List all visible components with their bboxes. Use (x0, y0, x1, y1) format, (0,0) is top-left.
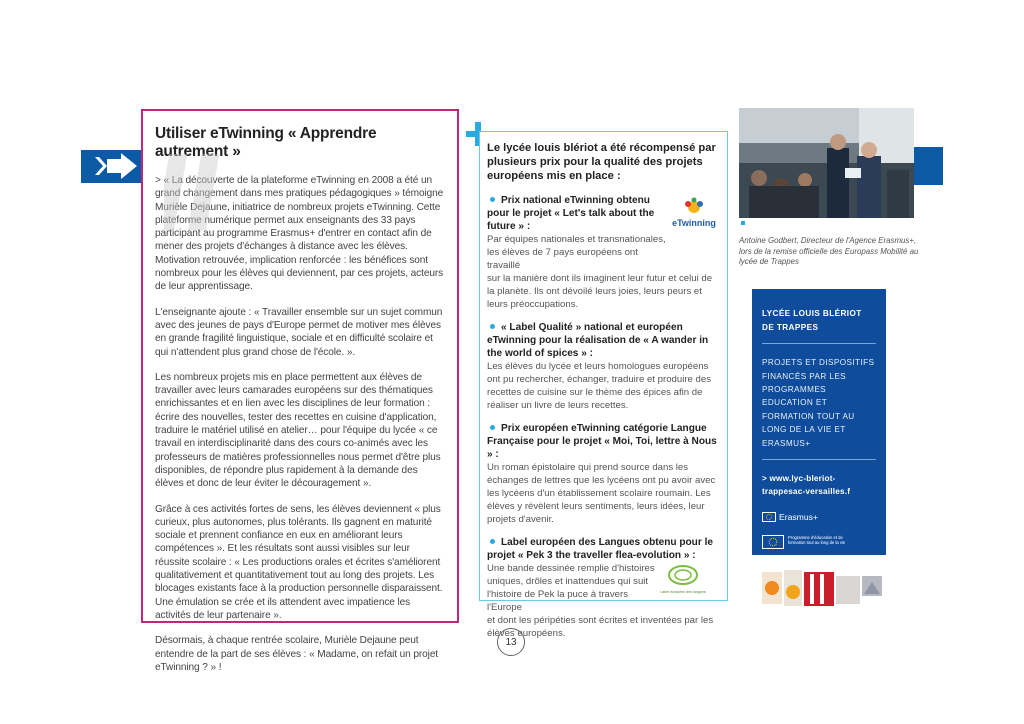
article-paragraph: Les nombreux projets mis en place permettent aux élèves de travailler avec leurs camarades européens sur des thématiques enrichissantes et en lien avec les disciplines de leur formation : écrire des nouvelles, tester des recettes en cuisine d'application, traduire le matériel utilisé en atelier… pour l'équipe du lycée « ce travail en interdisciplinarité dans des cours co-animés avec les professeurs de matières professionnelles nous permet d'être plus disponibles, de répondre plus rapidement à la demande des élèves et donc de leur éviter le découragement ». (155, 371, 441, 490)
svg-text:Label européen des langues: Label européen des langues (660, 590, 706, 594)
bullet-icon (490, 425, 495, 430)
prizes-intro: Le lycée louis blériot a été récompensé par plusieurs prix pour la qualité des projets européens mis en place : (487, 142, 716, 182)
prize-title: « Label Qualité » national et européen eTwinning pour la réalisation de « A wander in the world of spices » : (487, 322, 709, 359)
label-langues-logo-icon (659, 562, 707, 596)
prize-item (487, 422, 721, 526)
prize-text: Un roman épistolaire qui prend source dans les échanges de lettres que les lycéens ont pu avoir avec les lycéens d'un établissement scolaire roumain. Les élèves y révèlent leurs sentiments, leurs idées, leur projets d'avenir. (487, 462, 716, 525)
double-arrow-icon (93, 151, 141, 181)
prize-title: Prix européen eTwinning catégorie Langue Française pour le projet « Moi, Toi, lettre à Nous » : (487, 423, 717, 460)
quote-mark-icon (164, 150, 264, 234)
page-number: 13 (497, 628, 525, 656)
right-blue-band (913, 147, 943, 185)
prize-item (487, 194, 721, 311)
school-name: LYCÉE LOUIS BLÉRIOT DE TRAPPES (762, 309, 862, 332)
eu-flag-icon (762, 535, 784, 549)
bullet-icon (490, 197, 495, 202)
prize-item (487, 321, 721, 412)
etwinning-logo-icon (669, 196, 719, 230)
partner-logos (760, 568, 885, 608)
prize-text: Les élèves du lycée et leurs homologues européens ont pu rechercher, échanger, traduire et produire des recettes de cuisine sur le thème des épices afin de réaliser un livre de leurs recettes. (487, 361, 711, 411)
article-title: Utiliser eTwinning « Apprendre autrement » (155, 125, 377, 160)
bullet-icon (490, 324, 495, 329)
article-paragraph: Désormais, à chaque rentrée scolaire, Murièle Dejaune peut entendre de la part de ses élèves : « Madame, on refait un projet eTwinning ? » ! (155, 635, 439, 673)
prize-item (487, 536, 721, 640)
erasmus-label: Erasmus+ (779, 511, 818, 522)
prize-title: Label européen des Langues obtenu pour le projet « Pek 3 the traveller flea-evolution » : (487, 537, 713, 561)
school-info-box (752, 289, 886, 555)
prizes-box (479, 131, 728, 639)
photo-image (739, 108, 914, 218)
svg-text:eTwinning: eTwinning (672, 218, 716, 228)
caption-marker (741, 221, 745, 225)
article-paragraph: > « La découverte de la plateforme eTwinning en 2008 a été un grand changement dans mes pratiques pédagogiques » témoigne Murièle Dejaune, initiatrice de nombreux projets eTwinning. Cette plateforme numérique permet aux enseignants des 33 pays participant au programme Erasmus+ d'entrer en contact afin de mener des projets d'échanges à distance avec les élèves. Motivation retrouvée, implication renforcée : les bénéfices sont nombreux pour les élèves qui deviennent, par ces projets, acteurs de leur apprentissage. (155, 175, 444, 293)
divider (762, 459, 876, 460)
school-programs: PROJETS ET DISPOSITIFS FINANCÉS PAR LES PROGRAMMES EDUCATION ET FORMATION TOUT AU LONG DE LA VIE ET ERASMUS+ (762, 358, 875, 448)
bullet-icon (490, 539, 495, 544)
school-website-link[interactable]: > www.lyc-bleriot-trappesac-versailles.f (762, 474, 851, 497)
prize-text: sur la manière dont ils imaginent leur futur et celui de la planète. Ils ont dévoilé leurs joies, leurs peurs et leurs préoccupations. (487, 273, 713, 310)
erasmus-logo (762, 512, 876, 522)
lifelong-program-logo (762, 535, 876, 549)
ceremony-photo (739, 108, 914, 218)
article-paragraph: Grâce à ces activités fortes de sens, les élèves deviennent « plus curieux, plus autonomes, plus tolérants. Ils gagnent en maturité sociale et prennent confiance en eux en améliorant leurs compétences ». Et les résultats sont aussi visibles sur leur réussite scolaire : « Les productions orales et écrites s'améliorent qualitativement et quantitativement tout au long des projets. Les blocages existants face à la production personnelle disparaissent. Une émulation se crée et ils attendent avec impatience les activités de leur partenaire ». (155, 503, 443, 621)
program-text: Programme d'éducation et de formation tout au long de la vie (788, 534, 846, 545)
prize-text: Une bande dessinée remplie d'histoires uniques, drôles et inattendues qui suit l'histoire de Pek la puce à travers l'Europe (487, 563, 655, 613)
article-paragraph: L'enseignante ajoute : « Travailler ensemble sur un sujet commun avec des jeunes de pays d'Europe permet de motiver mes élèves en grande fragilité linguistique, sociale et en difficulté scolaire et qui n'attendent plus grand chose de l'école. ». (155, 306, 443, 358)
divider (762, 343, 876, 344)
prize-text: Par équipes nationales et transnationales, les élèves de 7 pays européens ont travaillé (487, 234, 666, 271)
prize-text: et dont les péripéties sont écrites et inventées par les élèves européens. (487, 615, 714, 639)
eu-flag-icon (762, 512, 776, 522)
photo-caption: Antoine Godbert, Directeur de l'Agence Erasmus+, lors de la remise officielle des Europass Mobilité au lycée de Trappes (739, 236, 919, 267)
prize-title: Prix national eTwinning obtenu pour le projet « Let's talk about the future » : (487, 195, 655, 232)
